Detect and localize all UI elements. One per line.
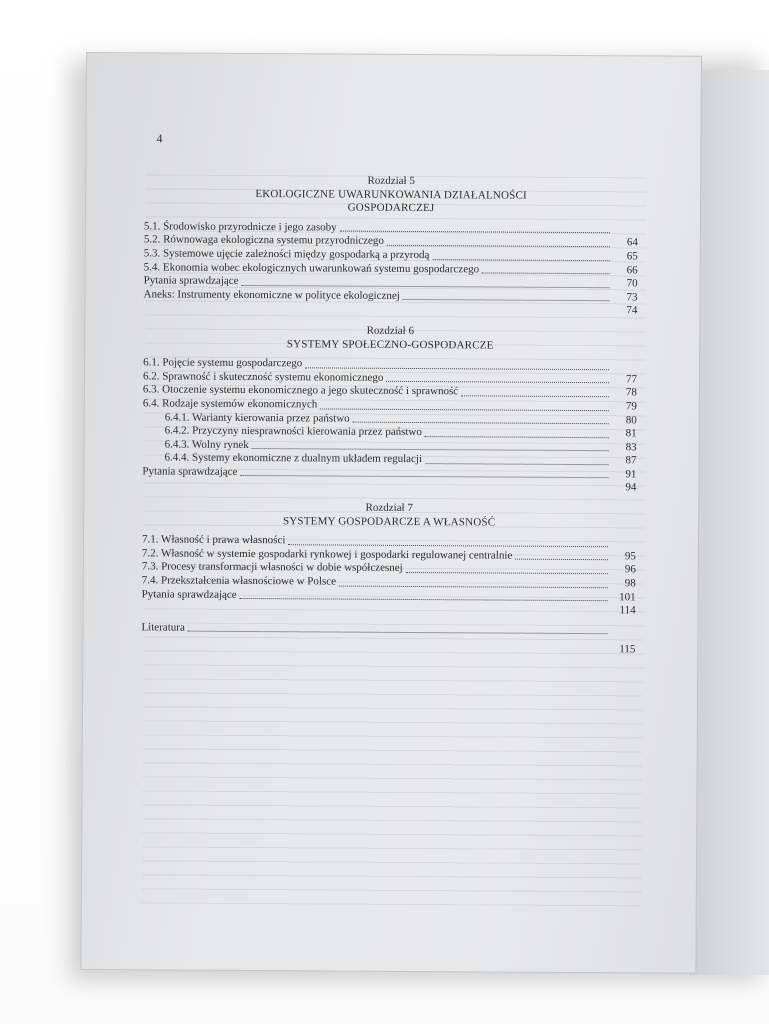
next-page-edge [690, 70, 769, 975]
toc-entry-literatura: Literatura [141, 621, 635, 638]
chapter-7 [142, 500, 637, 618]
chapter-title: SYSTEMY SPOŁECZNO-GOSPODARCZE [286, 337, 494, 352]
toc-entry: 6.2. Sprawność i skuteczność systemu ekonomicznego 77 [142, 370, 638, 386]
toc-entry: 5.4. Ekonomia wobec ekologicznych uwarunkowań systemu gospodarczego 66 [143, 260, 638, 276]
toc-page-number: 114 [619, 604, 636, 617]
toc-page-number: 115 [619, 643, 636, 656]
toc-page-number: 74 [626, 304, 638, 317]
chapter-6 [142, 323, 637, 495]
page-number: 4 [156, 131, 163, 146]
toc-entry: 6.4.3. Wolny rynek 83 [164, 438, 637, 454]
table-of-contents [141, 165, 638, 657]
toc-entry: 5.2. Równowaga ekologiczna systemu przyrodniczego 64 [143, 233, 638, 249]
toc-page-number: 94 [625, 481, 637, 494]
toc-entry: 6.4. Rodzaje systemów ekonomicznych 79 [142, 397, 637, 413]
toc-entry: 7.4. Przekształcenia własnościowe w Polsce 98 [141, 574, 636, 590]
toc-entry: Aneks: Instrumenty ekonomiczne w polityce ekologicznej 73 [143, 288, 638, 304]
book-page [80, 52, 702, 974]
toc-entry: 6.3. Otoczenie systemu ekonomicznego a jego skuteczność i sprawność 78 [142, 383, 637, 399]
chapter-title: GOSPODARCZEJ [347, 201, 435, 215]
toc-entry: 7.3. Procesy transformacji własności w dobie współczesnej 96 [141, 560, 636, 576]
chapter-5 [143, 173, 638, 318]
toc-entry: 7.2. Własność w systemie gospodarki rynkowej i gospodarki regulowanej centralnie 95 [141, 547, 636, 563]
toc-entry: 6.4.1. Warianty kierowania przez państwo 80 [164, 410, 637, 426]
chapter-label: Rozdział 6 [366, 324, 415, 337]
toc-entry: 5.3. Systemowe ujęcie zależności między gospodarką a przyrodą 65 [143, 247, 638, 263]
toc-entry: 5.1. Środowisko przyrodnicze i jego zasoby [144, 220, 638, 237]
toc-entry: 7.1. Własność i prawa własności [142, 534, 636, 551]
toc-entry: 6.1. Pojęcie systemu gospodarczego [143, 356, 637, 373]
toc-entry: 6.4.2. Przyczyny niesprawności kierowania przez państwo 81 [164, 424, 637, 440]
toc-entry: 6.4.4. Systemy ekonomiczne z dualnym układem regulacji 87 [164, 451, 637, 467]
chapter-title: EKOLOGICZNE UWARUNKOWANIA DZIAŁALNOŚCI [255, 187, 527, 202]
chapter-label: Rozdział 7 [365, 501, 413, 515]
toc-entry: Pytania sprawdzające 91 [142, 465, 637, 481]
chapter-title: SYSTEMY GOSPODARCZE A WŁASNOŚĆ [282, 514, 496, 529]
toc-entry: Pytania sprawdzające 70 [143, 274, 638, 290]
chapter-label: Rozdział 5 [367, 174, 415, 188]
toc-entry: Pytania sprawdzające 101 [141, 587, 636, 603]
